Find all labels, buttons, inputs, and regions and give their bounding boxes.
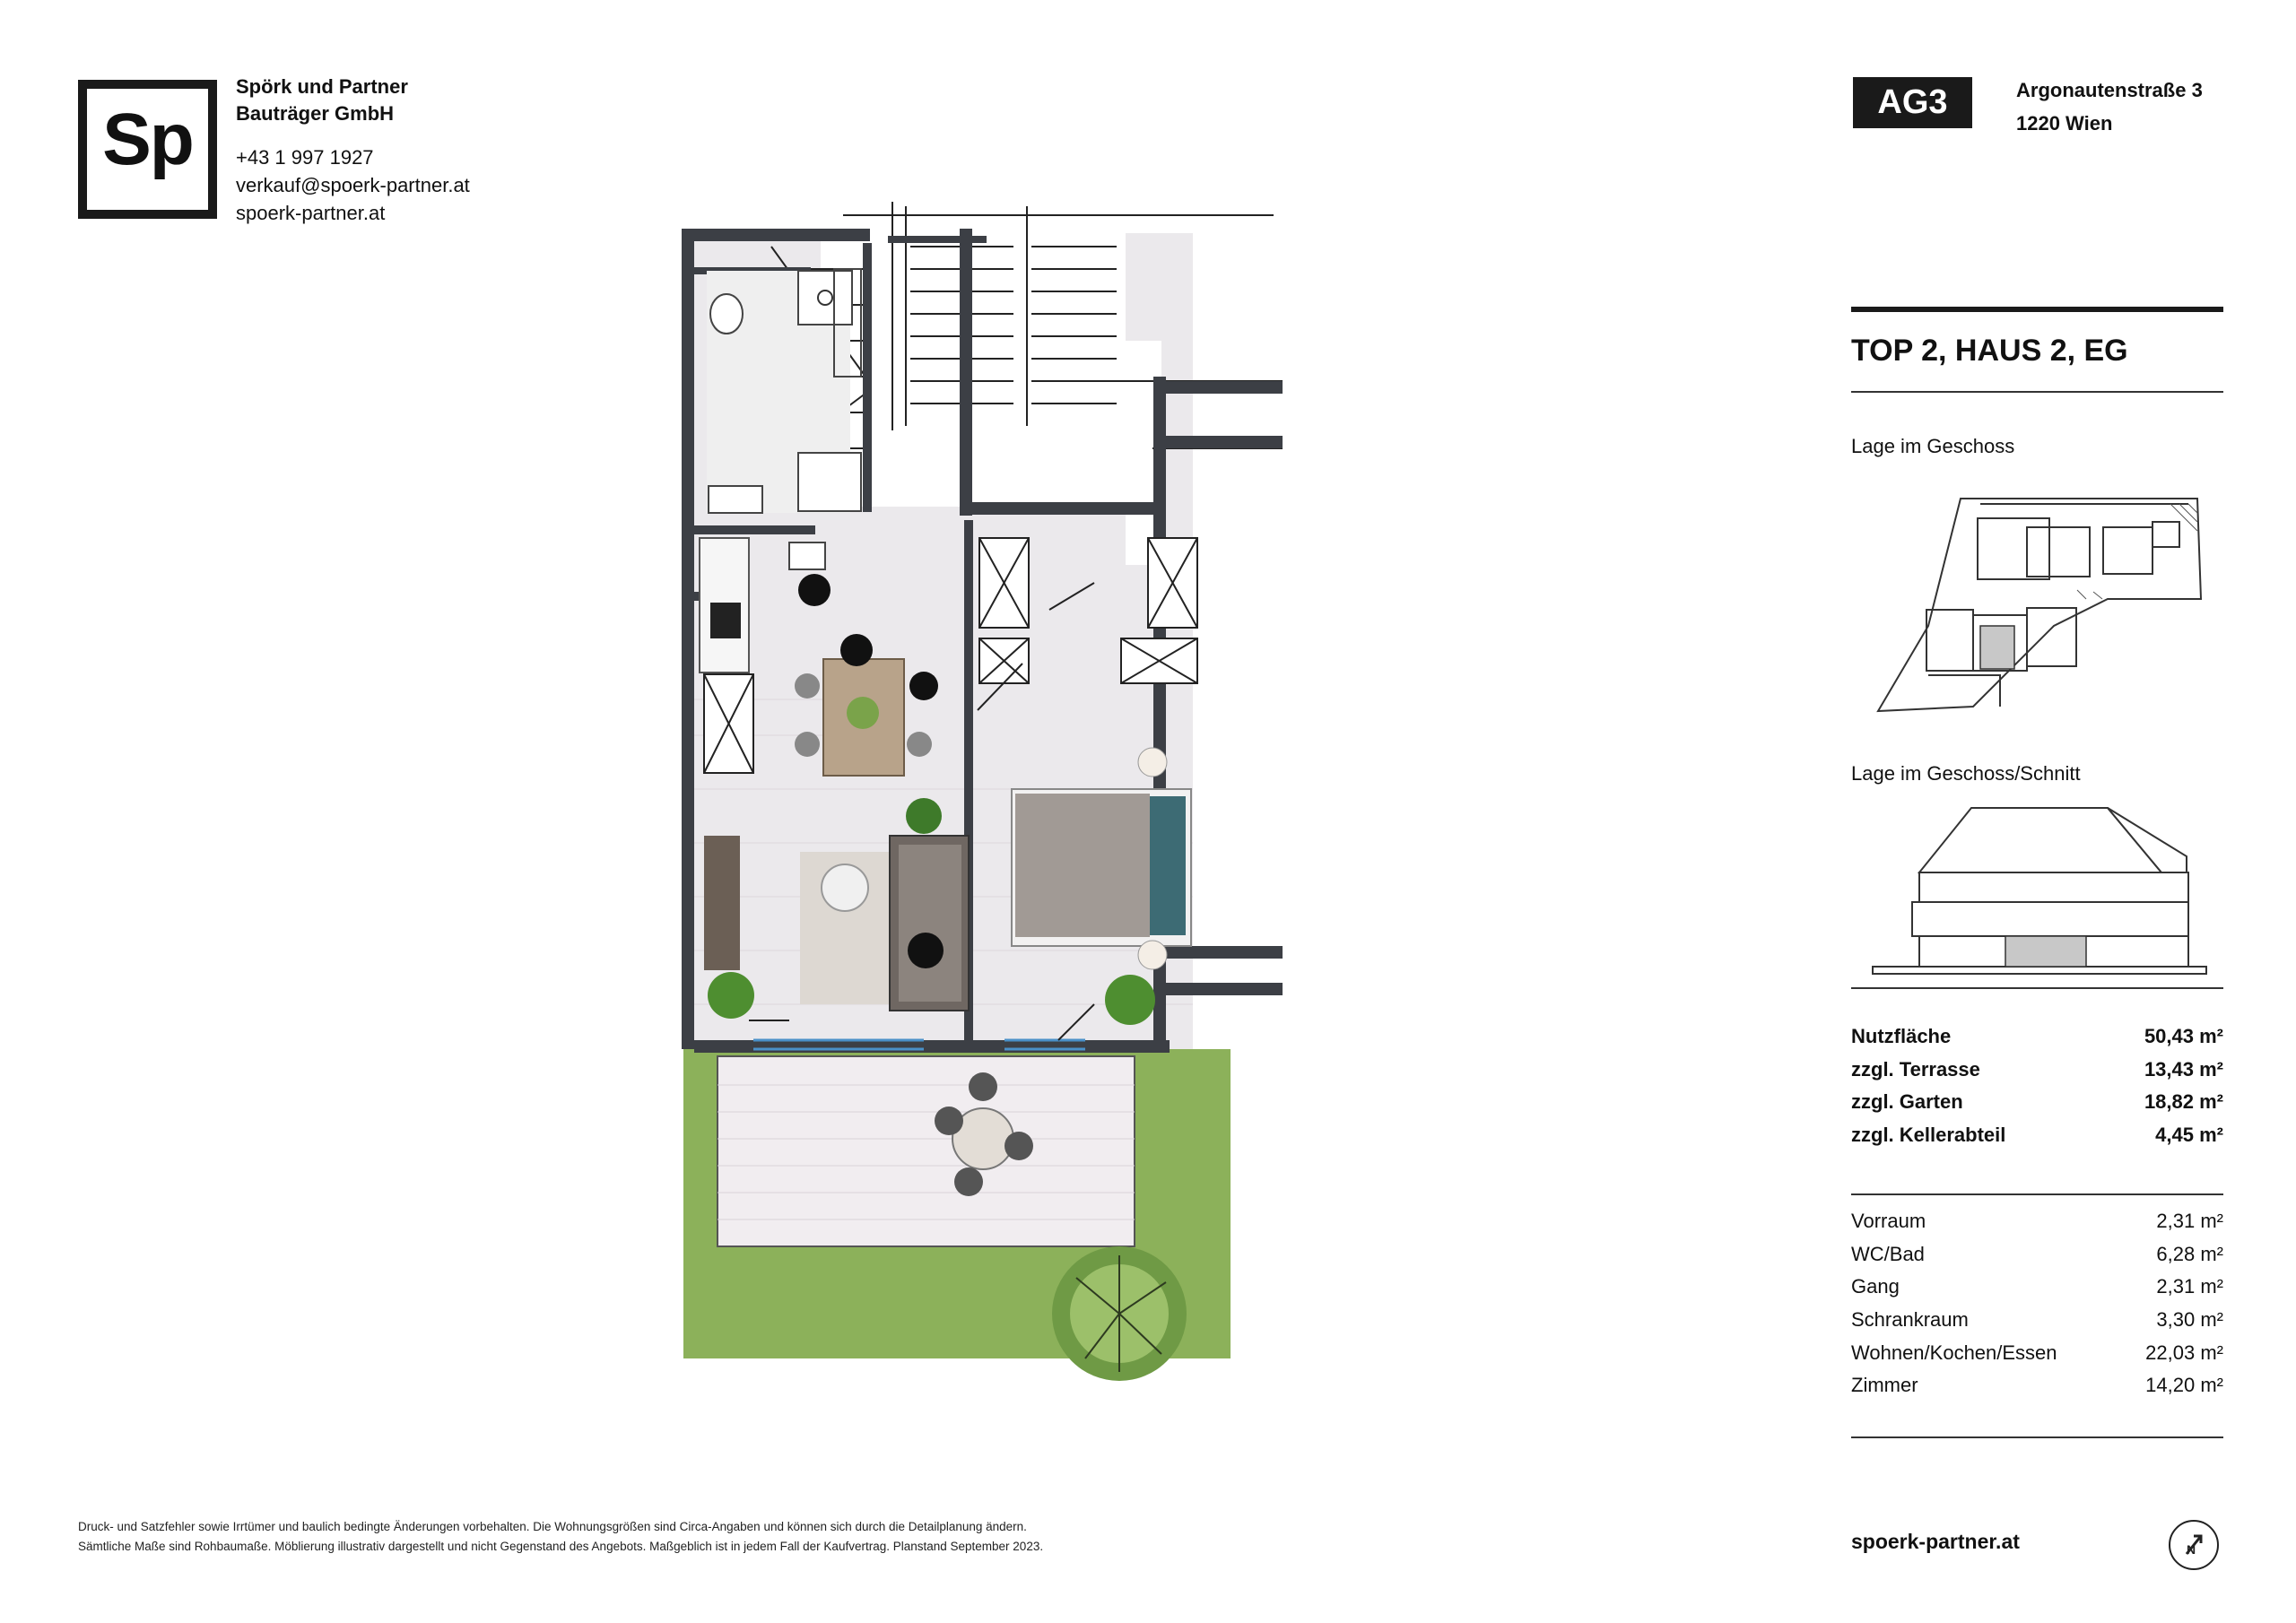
title-rule xyxy=(1851,307,2223,312)
unit-title: TOP 2, HAUS 2, EG xyxy=(1851,334,2128,368)
room-label: Schrankraum xyxy=(1851,1308,1969,1332)
room-value: 22,03 m² xyxy=(2145,1341,2223,1364)
divider xyxy=(1851,1193,2223,1195)
company-name-line2: Bauträger GmbH xyxy=(236,102,395,125)
lage-label: Lage im Geschoss xyxy=(1851,435,2015,457)
disclaimer xyxy=(78,1517,1043,1557)
room-value: 6,28 m² xyxy=(2156,1242,2223,1265)
company-logo xyxy=(78,80,217,219)
area-summary-list xyxy=(1851,1020,2223,1152)
project-address xyxy=(2016,74,2203,140)
area-value: 18,82 m² xyxy=(2144,1090,2223,1114)
company-website[interactable]: spoerk-partner.at xyxy=(236,202,386,224)
room-label: Vorraum xyxy=(1851,1210,1926,1232)
tree xyxy=(1052,1246,1187,1381)
room-value: 2,31 m² xyxy=(2156,1210,2223,1232)
room-row-gang xyxy=(1851,1271,2223,1304)
area-label: zzgl. Garten xyxy=(1851,1090,1963,1114)
toilet xyxy=(710,294,743,334)
area-label: zzgl. Terrasse xyxy=(1851,1057,1980,1081)
washbasin xyxy=(709,486,762,513)
disclaimer-line: Druck- und Satzfehler sowie Irrtümer und baulich bedingte Änderungen vorbehalten. Die Wohnungsgrößen sind Circa-Angaben und können sich durch die Detailplanung ändern. xyxy=(78,1520,1027,1533)
area-label: Nutzfläche xyxy=(1851,1025,1952,1047)
bathroom xyxy=(707,269,861,513)
room-row-wohnen xyxy=(1851,1337,2223,1370)
svg-text:N: N xyxy=(2187,1542,2196,1557)
company-email[interactable]: verkauf@spoerk-partner.at xyxy=(236,174,470,196)
area-row-nutzflaeche xyxy=(1851,1020,2223,1054)
room-row-schrankraum xyxy=(1851,1304,2223,1337)
room-label: Gang xyxy=(1851,1275,1900,1298)
disclaimer-line: Sämtliche Maße sind Rohbaumaße. Möblierung illustrativ dargestellt und nicht Gegenstand des Angebots. Maßgeblich ist in jedem Fall der Kaufvertrag. Planstand September 2023. xyxy=(78,1540,1044,1553)
area-value: 13,43 m² xyxy=(2144,1057,2223,1081)
unit-highlight xyxy=(1980,626,2014,669)
room-row-zimmer xyxy=(1851,1369,2223,1402)
room-label: Wohnen/Kochen/Essen xyxy=(1851,1341,2057,1364)
floor-plan xyxy=(664,197,1292,1471)
area-row-garten xyxy=(1851,1086,2223,1119)
room-row-vorraum xyxy=(1851,1205,2223,1238)
divider xyxy=(1851,391,2223,393)
area-value: 50,43 m² xyxy=(2144,1025,2223,1047)
section-unit-highlight xyxy=(2005,936,2086,967)
area-value: 4,45 m² xyxy=(2155,1124,2223,1147)
divider xyxy=(1851,1436,2223,1438)
room-value: 3,30 m² xyxy=(2156,1308,2223,1332)
address-city: 1220 Wien xyxy=(2016,112,2113,135)
area-row-terrasse xyxy=(1851,1054,2223,1087)
project-badge: AG3 xyxy=(1853,77,1972,128)
company-phone[interactable]: +43 1 997 1927 xyxy=(236,146,374,169)
room-value: 14,20 m² xyxy=(2145,1374,2223,1397)
area-row-kellerabteil xyxy=(1851,1119,2223,1152)
company-name-line1: Spörk und Partner xyxy=(236,75,408,98)
room-value: 2,31 m² xyxy=(2156,1275,2223,1298)
bathtub xyxy=(798,453,861,511)
address-street: Argonautenstraße 3 xyxy=(2016,79,2203,101)
divider xyxy=(1851,987,2223,989)
room-label: WC/Bad xyxy=(1851,1242,1925,1265)
footer-website[interactable]: spoerk-partner.at xyxy=(1851,1530,2020,1553)
section-diagram xyxy=(1866,803,2215,977)
company-info xyxy=(236,74,470,227)
area-label: zzgl. Kellerabteil xyxy=(1851,1124,2006,1147)
room-area-list xyxy=(1851,1205,2223,1402)
room-label: Zimmer xyxy=(1851,1374,1918,1397)
shower xyxy=(798,271,852,325)
room-row-wc-bad xyxy=(1851,1238,2223,1271)
site-plan-map xyxy=(1874,491,2206,716)
schnitt-label: Lage im Geschoss/Schnitt xyxy=(1851,762,2081,785)
logo-text: Sp xyxy=(102,99,193,180)
north-arrow-icon xyxy=(2169,1520,2219,1570)
